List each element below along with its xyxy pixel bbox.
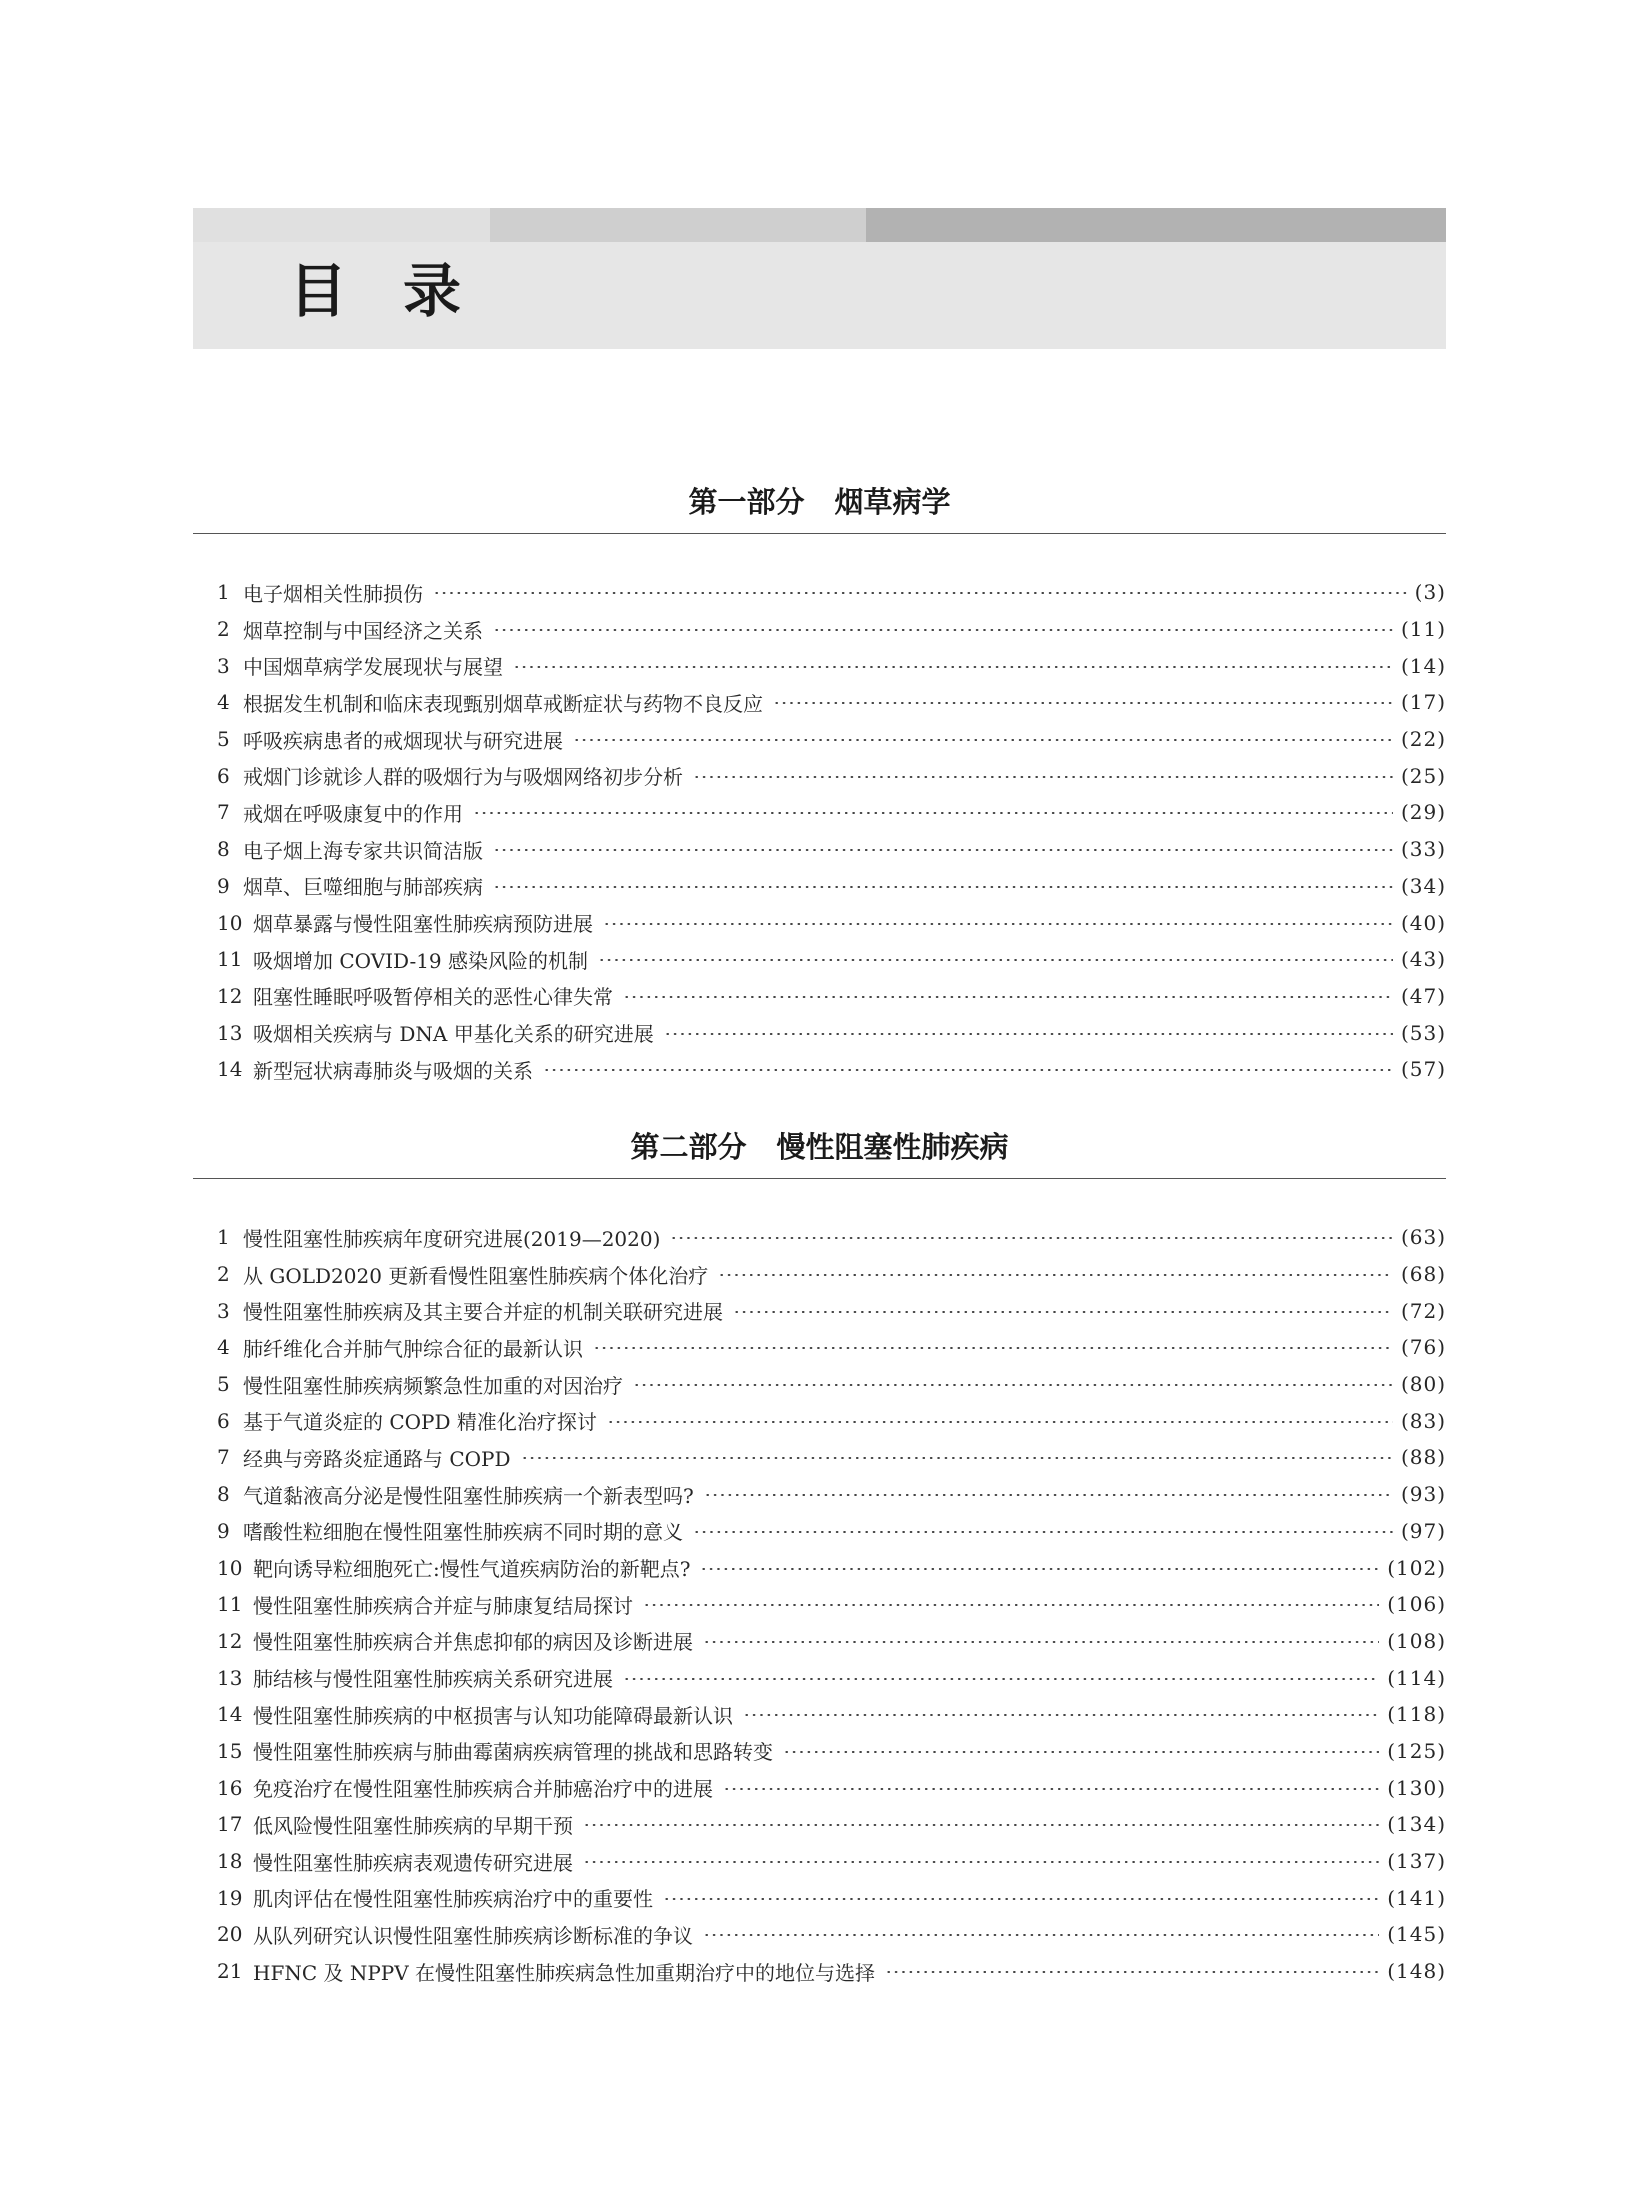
toc-entry-title: 从 GOLD2020 更新看慢性阻塞性肺疾病个体化治疗 [243, 1263, 709, 1288]
toc-entry-number: 6 [217, 1408, 230, 1433]
toc-entry-number: 2 [217, 617, 230, 642]
toc-entry-title: 气道黏液高分泌是慢性阻塞性肺疾病一个新表型吗? [243, 1483, 694, 1508]
toc-list-part-1 [193, 574, 1446, 1088]
toc-leader-dots [623, 1678, 1379, 1680]
toc-entry-number: 2 [217, 1262, 230, 1287]
toc-entry-page: (76) [1400, 1335, 1446, 1360]
toc-entry-page: (83) [1400, 1408, 1446, 1433]
toc-leader-dots [703, 1934, 1379, 1936]
toc-entry[interactable] [193, 941, 1446, 978]
toc-entry-page: (22) [1400, 727, 1446, 752]
toc-leader-dots [493, 849, 1393, 851]
toc-entry-title: 新型冠状病毒肺炎与吸烟的关系 [253, 1058, 533, 1083]
toc-entry-title: 根据发生机制和临床表现甄别烟草戒断症状与药物不良反应 [243, 691, 763, 716]
toc-leader-dots [513, 666, 1393, 668]
toc-entry[interactable] [193, 1843, 1446, 1880]
toc-leader-dots [693, 776, 1393, 778]
toc-entry-page: (25) [1400, 763, 1446, 788]
toc-entry-number: 7 [217, 1445, 230, 1470]
toc-entry[interactable] [193, 647, 1446, 684]
toc-leader-dots [433, 592, 1407, 594]
part-rule-1 [193, 533, 1446, 534]
toc-entry-number: 11 [217, 1592, 243, 1617]
toc-entry-title: 经典与旁路炎症通路与 COPD [243, 1446, 511, 1471]
toc-entry-number: 5 [217, 1372, 230, 1397]
toc-entry-page: (106) [1387, 1592, 1446, 1617]
toc-leader-dots [643, 1604, 1379, 1606]
toc-leader-dots [493, 629, 1393, 631]
toc-leader-dots [703, 1641, 1379, 1643]
toc-entry-page: (88) [1400, 1445, 1446, 1470]
toc-entry-page: (33) [1400, 837, 1446, 862]
toc-entry-title: 慢性阻塞性肺疾病及其主要合并症的机制关联研究进展 [243, 1300, 723, 1325]
toc-entry[interactable] [193, 1366, 1446, 1403]
toc-entry[interactable] [193, 1402, 1446, 1439]
toc-entry[interactable] [193, 1051, 1446, 1088]
toc-entry[interactable] [193, 978, 1446, 1015]
part-label: 第二部分 [630, 1130, 747, 1164]
toc-entry-title: 肺结核与慢性阻塞性肺疾病关系研究进展 [253, 1667, 613, 1692]
toc-entry-title: 肌肉评估在慢性阻塞性肺疾病治疗中的重要性 [253, 1887, 653, 1912]
toc-entry-title: 吸烟相关疾病与 DNA 甲基化关系的研究进展 [253, 1022, 654, 1047]
toc-entry-number: 4 [217, 1335, 230, 1360]
toc-entry-title: 吸烟增加 COVID-19 感染风险的机制 [253, 948, 589, 973]
toc-entry-title: 慢性阻塞性肺疾病合并焦虑抑郁的病因及诊断进展 [253, 1630, 693, 1655]
toc-entry-number: 3 [217, 653, 230, 678]
toc-entry[interactable] [193, 1014, 1446, 1051]
toc-entry[interactable] [193, 757, 1446, 794]
toc-entry-number: 17 [217, 1812, 243, 1837]
toc-entry-number: 8 [217, 837, 230, 862]
toc-entry-title: 从队列研究认识慢性阻塞性肺疾病诊断标准的争议 [253, 1923, 693, 1948]
toc-entry-page: (72) [1400, 1298, 1446, 1323]
toc-leader-dots [521, 1457, 1393, 1459]
toc-entry-page: (29) [1400, 800, 1446, 825]
toc-entry-number: 19 [217, 1885, 243, 1910]
toc-entry-title: 慢性阻塞性肺疾病合并症与肺康复结局探讨 [253, 1593, 633, 1618]
toc-entry-title: 慢性阻塞性肺疾病的中枢损害与认知功能障碍最新认识 [253, 1703, 733, 1728]
toc-leader-dots [700, 1568, 1379, 1570]
toc-entry[interactable] [193, 1806, 1446, 1843]
toc-leader-dots [633, 1384, 1393, 1386]
toc-leader-dots [493, 886, 1393, 888]
toc-entry[interactable] [193, 1549, 1446, 1586]
toc-entry[interactable] [193, 1586, 1446, 1623]
toc-entry-page: (40) [1400, 910, 1446, 935]
title-band [193, 208, 1446, 349]
toc-list-part-2 [193, 1219, 1446, 1989]
toc-entry-number: 8 [217, 1482, 230, 1507]
toc-entry-title: 呼吸疾病患者的戒烟现状与研究进展 [243, 728, 563, 753]
toc-entry-number: 5 [217, 727, 230, 752]
toc-entry-page: (102) [1387, 1555, 1446, 1580]
toc-entry[interactable] [193, 1916, 1446, 1953]
toc-leader-dots [598, 959, 1393, 961]
toc-entry-title: 慢性阻塞性肺疾病频繁急性加重的对因治疗 [243, 1373, 623, 1398]
toc-leader-dots [723, 1788, 1379, 1790]
toc-entry-page: (134) [1387, 1812, 1446, 1837]
toc-leader-dots [593, 1347, 1393, 1349]
toc-leader-dots [693, 1531, 1393, 1533]
toc-entry-page: (3) [1414, 580, 1446, 605]
toc-leader-dots [543, 1069, 1393, 1071]
toc-entry[interactable] [193, 574, 1446, 611]
toc-leader-dots [583, 1861, 1379, 1863]
part-rule-2 [193, 1178, 1446, 1179]
toc-entry-number: 14 [217, 1702, 243, 1727]
toc-entry-page: (63) [1400, 1225, 1446, 1250]
toc-entry[interactable] [193, 684, 1446, 721]
toc-leader-dots [783, 1751, 1379, 1753]
toc-entry-page: (137) [1387, 1849, 1446, 1874]
part-heading-2 [193, 1130, 1446, 1164]
toc-entry-title: 烟草暴露与慢性阻塞性肺疾病预防进展 [253, 912, 593, 937]
toc-entry-number: 1 [217, 580, 230, 605]
toc-entry-number: 10 [217, 1555, 243, 1580]
toc-entry-page: (43) [1400, 947, 1446, 972]
toc-entry-page: (68) [1400, 1262, 1446, 1287]
toc-entry[interactable] [193, 1256, 1446, 1293]
toc-entry-title: 戒烟门诊就诊人群的吸烟行为与吸烟网络初步分析 [243, 765, 683, 790]
toc-entry-title: 嗜酸性粒细胞在慢性阻塞性肺疾病不同时期的意义 [243, 1520, 683, 1545]
toc-entry-number: 7 [217, 800, 230, 825]
toc-leader-dots [743, 1714, 1379, 1716]
title-band-stripe [193, 208, 1446, 242]
toc-entry-title: 中国烟草病学发展现状与展望 [243, 655, 503, 680]
toc-entry[interactable] [193, 1623, 1446, 1660]
toc-entry-number: 3 [217, 1298, 230, 1323]
toc-entry-number: 15 [217, 1738, 243, 1763]
toc-entry[interactable] [193, 721, 1446, 758]
toc-entry-title: 慢性阻塞性肺疾病与肺曲霉菌病疾病管理的挑战和思路转变 [253, 1740, 773, 1765]
toc-entry-title: 电子烟上海专家共识简洁版 [243, 838, 483, 863]
toc-entry[interactable] [193, 1292, 1446, 1329]
toc-entry-page: (97) [1400, 1518, 1446, 1543]
toc-leader-dots [623, 996, 1393, 998]
toc-leader-dots [704, 1494, 1393, 1496]
toc-entry-title: 烟草、巨噬细胞与肺部疾病 [243, 875, 483, 900]
toc-entry-title: 阻塞性睡眠呼吸暂停相关的恶性心律失常 [253, 985, 613, 1010]
toc-entry[interactable] [193, 1439, 1446, 1476]
toc-entry-number: 4 [217, 690, 230, 715]
toc-entry-page: (114) [1387, 1665, 1446, 1690]
toc-entry-title: 肺纤维化合并肺气肿综合征的最新认识 [243, 1336, 583, 1361]
toc-leader-dots [603, 923, 1393, 925]
toc-entry-page: (47) [1400, 983, 1446, 1008]
toc-entry-page: (125) [1387, 1738, 1446, 1763]
toc-entry-page: (14) [1400, 653, 1446, 678]
toc-entry[interactable] [193, 1696, 1446, 1733]
toc-entry-page: (145) [1387, 1922, 1446, 1947]
toc-entry-page: (148) [1387, 1959, 1446, 1984]
page-title: 目录 [289, 257, 518, 325]
toc-entry-number: 14 [217, 1057, 243, 1082]
toc-entry-page: (80) [1400, 1372, 1446, 1397]
toc-entry-number: 12 [217, 1628, 243, 1653]
toc-entry[interactable] [193, 611, 1446, 648]
toc-entry[interactable] [193, 794, 1446, 831]
toc-leader-dots [885, 1971, 1379, 1973]
toc-entry-page: (118) [1387, 1702, 1446, 1727]
toc-entry[interactable] [193, 1476, 1446, 1513]
toc-entry-number: 1 [217, 1225, 230, 1250]
toc-entry-page: (108) [1387, 1628, 1446, 1653]
toc-entry-number: 9 [217, 873, 230, 898]
part-name: 慢性阻塞性肺疾病 [776, 1130, 1009, 1164]
toc-entry-title: 烟草控制与中国经济之关系 [243, 618, 483, 643]
toc-entry-title: 基于气道炎症的 COPD 精准化治疗探讨 [243, 1410, 597, 1435]
toc-entry-number: 20 [217, 1922, 243, 1947]
toc-leader-dots [573, 739, 1393, 741]
toc-entry-title: 慢性阻塞性肺疾病表观遗传研究进展 [253, 1850, 573, 1875]
toc-entry-title: 免疫治疗在慢性阻塞性肺疾病合并肺癌治疗中的进展 [253, 1777, 713, 1802]
toc-entry[interactable] [193, 1513, 1446, 1550]
toc-entry-number: 13 [217, 1020, 243, 1045]
toc-entry-title: 低风险慢性阻塞性肺疾病的早期干预 [253, 1813, 573, 1838]
toc-entry-page: (34) [1400, 873, 1446, 898]
toc-entry-page: (17) [1400, 690, 1446, 715]
toc-leader-dots [664, 1033, 1393, 1035]
toc-entry[interactable] [193, 1953, 1446, 1990]
toc-entry-number: 21 [217, 1959, 243, 1984]
toc-entry-title: 慢性阻塞性肺疾病年度研究进展(2019—2020) [243, 1226, 661, 1251]
toc-entry-page: (130) [1387, 1775, 1446, 1800]
toc-entry[interactable] [193, 1879, 1446, 1916]
toc-entry-number: 6 [217, 763, 230, 788]
toc-entry-title: 戒烟在呼吸康复中的作用 [243, 801, 463, 826]
toc-entry-number: 11 [217, 947, 243, 972]
toc-entry[interactable] [193, 1733, 1446, 1770]
part-name: 烟草病学 [834, 485, 951, 519]
toc-entry-number: 16 [217, 1775, 243, 1800]
toc-entry-page: (93) [1400, 1482, 1446, 1507]
toc-entry[interactable] [193, 868, 1446, 905]
part-heading-1 [193, 485, 1446, 519]
toc-leader-dots [473, 812, 1393, 814]
toc-entry-title: 靶向诱导粒细胞死亡:慢性气道疾病防治的新靶点? [253, 1557, 691, 1582]
toc-entry-number: 12 [217, 983, 243, 1008]
toc-entry[interactable] [193, 1769, 1446, 1806]
toc-leader-dots [663, 1898, 1379, 1900]
toc-leader-dots [583, 1824, 1379, 1826]
toc-leader-dots [773, 702, 1393, 704]
toc-entry-title: HFNC 及 NPPV 在慢性阻塞性肺疾病急性加重期治疗中的地位与选择 [253, 1960, 876, 1985]
toc-leader-dots [733, 1311, 1393, 1313]
toc-entry-page: (57) [1400, 1057, 1446, 1082]
toc-entry-page: (11) [1400, 617, 1446, 642]
toc-entry[interactable] [193, 1219, 1446, 1256]
toc-entry-title: 电子烟相关性肺损伤 [243, 581, 423, 606]
toc-entry-number: 9 [217, 1518, 230, 1543]
toc-entry[interactable] [193, 1659, 1446, 1696]
toc-leader-dots [607, 1421, 1393, 1423]
toc-entry[interactable] [193, 904, 1446, 941]
toc-entry-page: (141) [1387, 1885, 1446, 1910]
toc-leader-dots [670, 1237, 1393, 1239]
toc-entry[interactable] [193, 831, 1446, 868]
toc-entry-number: 13 [217, 1665, 243, 1690]
part-label: 第一部分 [688, 485, 805, 519]
toc-entry-page: (53) [1400, 1020, 1446, 1045]
toc-entry-number: 10 [217, 910, 243, 935]
toc-entry-number: 18 [217, 1849, 243, 1874]
toc-entry[interactable] [193, 1329, 1446, 1366]
toc-leader-dots [718, 1274, 1393, 1276]
